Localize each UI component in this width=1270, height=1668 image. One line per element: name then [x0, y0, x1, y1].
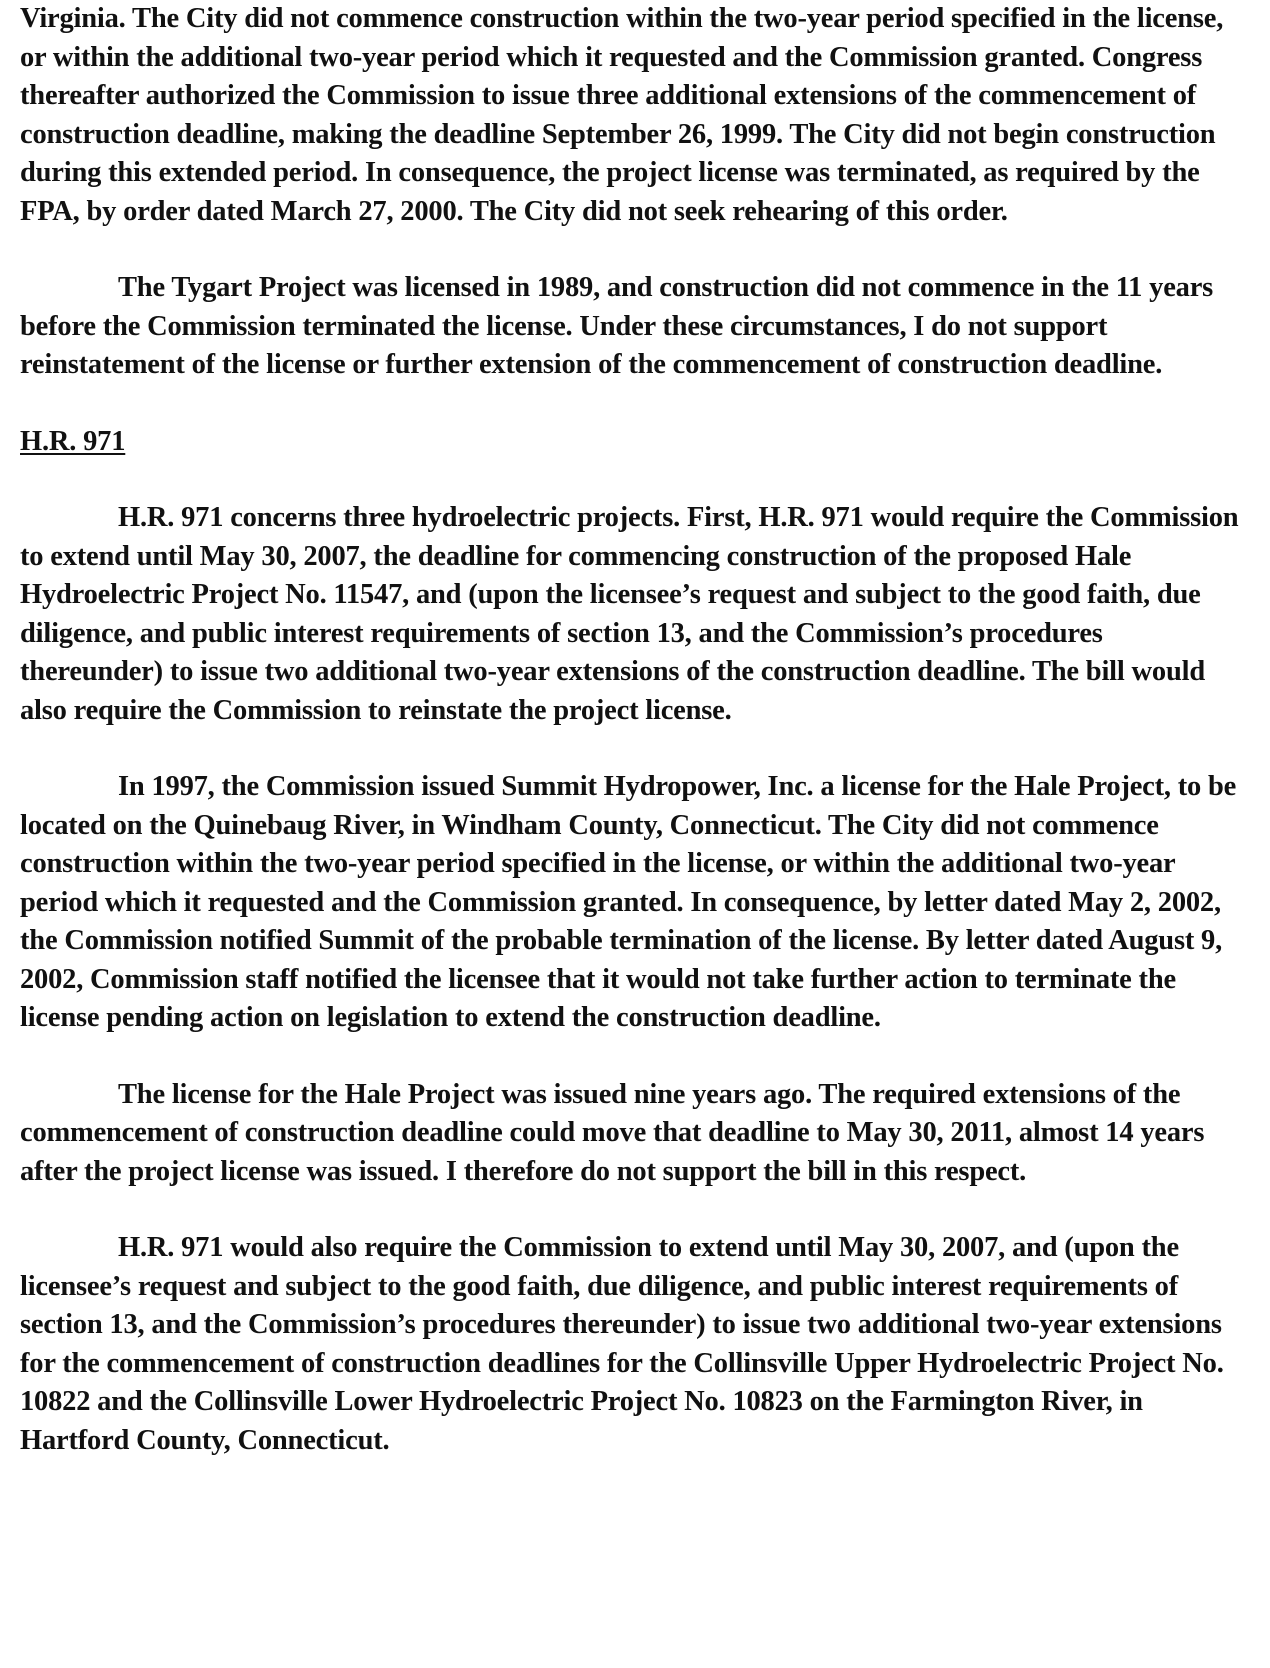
document-page [20, 0, 1252, 1498]
paragraph-tygart-project: The Tygart Project was licensed in 1989, and construction did not commence in the 11 years before the Commission terminated the license. Under these circumstances, I do not support reinstatement of the license or further extension of the commencement of construction deadline. [20, 272, 1214, 380]
paragraph-hale-project-history: In 1997, the Commission issued Summit Hydropower, Inc. a license for the Hale Project, to be located on the Quinebaug River, in Windham County, Connecticut. The City did not commence construction within the two-year period specified in the license, or within the additional two-year period which it requested and the Commission granted. In consequence, by letter dated May 2, 2002, the Commission notified Summit of the probable termination of the license. By letter dated August 9, 2002, Commission staff notified the licensee that it would not take further action to terminate the license pending action on legislation to extend the construction deadline. [20, 771, 1237, 1033]
paragraph-virginia-project: Virginia. The City did not commence construction within the two-year period specified in the license, or within the additional two-year period which it requested and the Commission granted. Congress thereafter authorized the Commission to issue three additional extensions of the commencement of construction deadline, making the deadline September 26, 1999. The City did not begin construction during this extended period. In consequence, the project license was terminated, as required by the FPA, by order dated March 27, 2000. The City did not seek rehearing of this order. [20, 3, 1224, 227]
paragraph-hale-project-conclusion: The license for the Hale Project was issued nine years ago. The required extensions of the commencement of construction deadline could move that deadline to May 30, 2011, almost 14 years after the project license was issued. I therefore do not support the bill in this respect. [20, 1078, 1205, 1187]
paragraph-hr-971-overview: H.R. 971 concerns three hydroelectric projects. First, H.R. 971 would require the Commission to extend until May 30, 2007, the deadline for commencing construction of the proposed Hale Hydroelectric Project No. 11547, and (upon the licensee’s request and subject to the good faith, due diligence, and public interest requirements of section 13, and the Commission’s procedures thereunder) to issue two additional two-year extensions of the construction deadline. The bill would also require the Commission to reinstate the project license. [20, 502, 1239, 726]
section-heading-hr-971: H.R. 971 [20, 425, 126, 457]
paragraph-collinsville-projects: H.R. 971 would also require the Commission to extend until May 30, 2007, and (upon the licensee’s request and subject to the good faith, due diligence, and public interest requirements of section 13, and the Commission’s procedures thereunder) to issue two additional two-year extensions for the commencement of construction deadlines for the Collinsville Upper Hydroelectric Project No. 10822 and the Collinsville Lower Hydroelectric Project No. 10823 on the Farmington River, in Hartford County, Connecticut. [20, 1232, 1224, 1456]
